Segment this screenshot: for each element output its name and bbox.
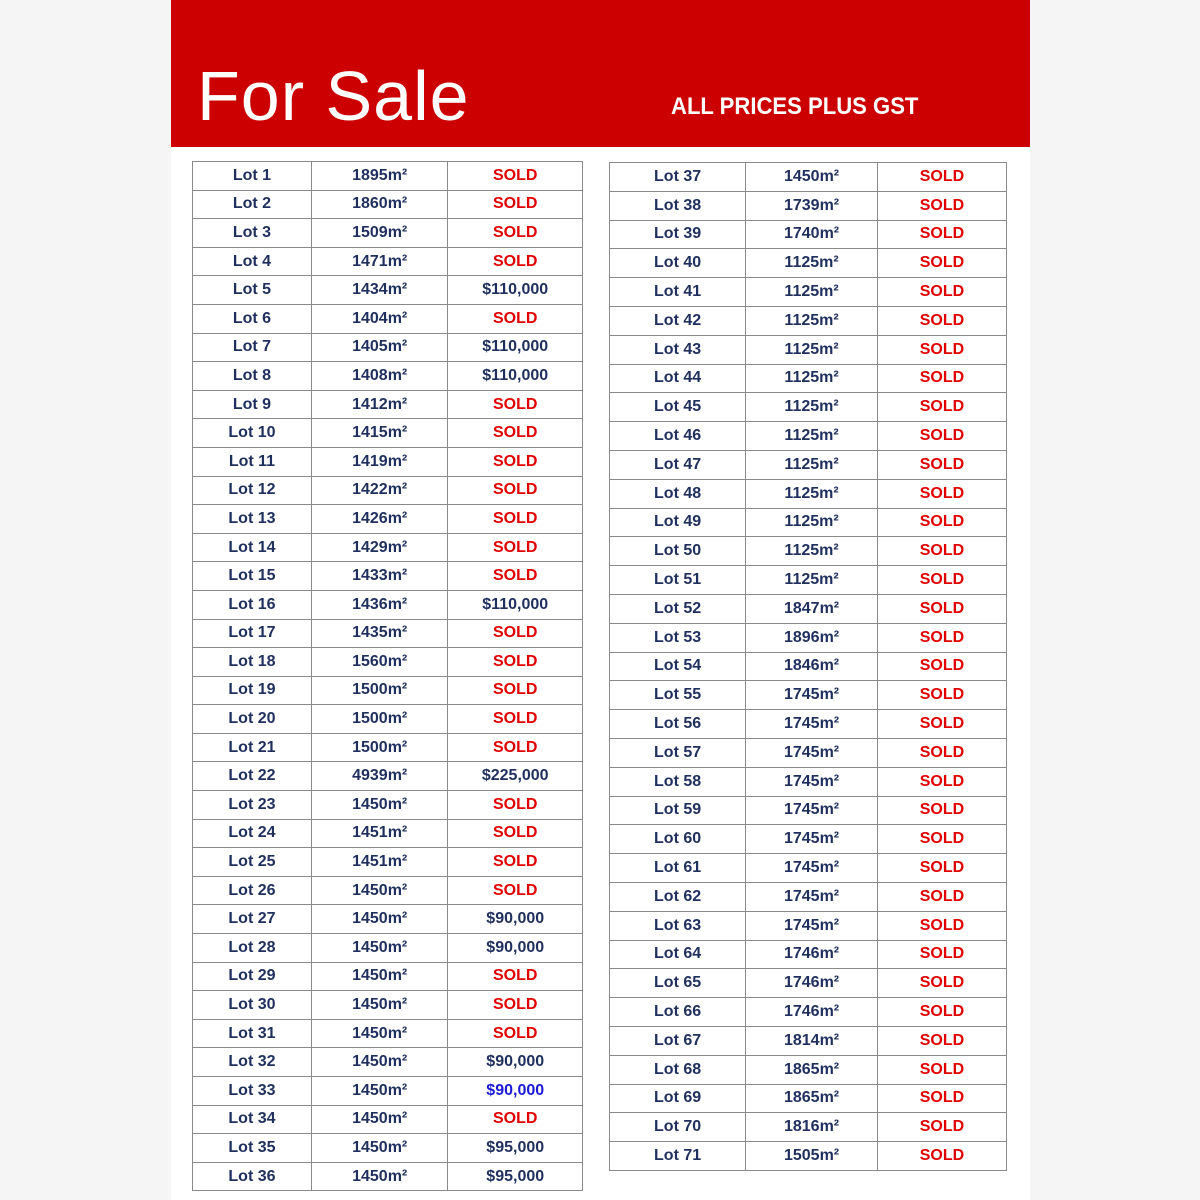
lot-price-cell: SOLD: [448, 1019, 583, 1048]
lot-number-cell: Lot 55: [610, 681, 746, 710]
lot-number-cell: Lot 3: [193, 219, 312, 248]
lot-row: [610, 1084, 1007, 1113]
lot-number-cell: Lot 36: [193, 1162, 312, 1191]
lot-price-cell: $225,000: [448, 762, 583, 791]
lot-row: [193, 247, 583, 276]
lot-price-cell: SOLD: [448, 705, 583, 734]
lot-price-cell: SOLD: [448, 219, 583, 248]
lot-number-cell: Lot 15: [193, 562, 312, 591]
lot-area-cell: 1125m²: [746, 364, 878, 393]
lot-number-cell: Lot 51: [610, 566, 746, 595]
lot-area-cell: 1125m²: [746, 393, 878, 422]
lot-price-cell: SOLD: [877, 681, 1006, 710]
lot-area-cell: 1125m²: [746, 278, 878, 307]
lot-row: [193, 419, 583, 448]
lot-row: [193, 1134, 583, 1163]
price-list-sheet: [171, 0, 1030, 1200]
lot-area-cell: 1745m²: [746, 882, 878, 911]
lot-row: [610, 623, 1007, 652]
lot-row: [193, 304, 583, 333]
lot-number-cell: Lot 6: [193, 304, 312, 333]
lot-area-cell: 1745m²: [746, 854, 878, 883]
lot-price-cell: $90,000: [448, 905, 583, 934]
lot-price-cell: SOLD: [448, 162, 583, 191]
lot-area-cell: 1450m²: [311, 876, 448, 905]
lot-number-cell: Lot 33: [193, 1077, 312, 1106]
lot-area-cell: 1125m²: [746, 450, 878, 479]
lot-row: [193, 276, 583, 305]
lot-area-cell: 1895m²: [311, 162, 448, 191]
lot-area-cell: 1422m²: [311, 476, 448, 505]
page-title: For Sale: [197, 57, 470, 135]
lot-number-cell: Lot 29: [193, 962, 312, 991]
lot-price-cell: $110,000: [448, 276, 583, 305]
lot-price-cell: SOLD: [877, 249, 1006, 278]
lot-area-cell: 1450m²: [311, 934, 448, 963]
lot-number-cell: Lot 30: [193, 991, 312, 1020]
lot-price-cell: SOLD: [877, 652, 1006, 681]
lot-price-cell: SOLD: [877, 220, 1006, 249]
lot-row: [610, 796, 1007, 825]
lot-area-cell: 1419m²: [311, 447, 448, 476]
lot-price-cell: SOLD: [448, 247, 583, 276]
lot-row: [610, 940, 1007, 969]
lot-number-cell: Lot 59: [610, 796, 746, 825]
lot-row: [193, 934, 583, 963]
lot-price-cell: SOLD: [877, 566, 1006, 595]
lot-price-cell: SOLD: [877, 1084, 1006, 1113]
lot-price-cell: SOLD: [877, 998, 1006, 1027]
lot-number-cell: Lot 20: [193, 705, 312, 734]
lot-price-cell: SOLD: [448, 619, 583, 648]
lot-row: [610, 681, 1007, 710]
lot-price-cell: $90,000: [448, 934, 583, 963]
lot-price-cell: SOLD: [448, 876, 583, 905]
lot-price-cell: SOLD: [448, 505, 583, 534]
lot-row: [193, 447, 583, 476]
lot-row: [193, 705, 583, 734]
lot-number-cell: Lot 1: [193, 162, 312, 191]
lot-row: [610, 1142, 1007, 1171]
lot-row: [610, 249, 1007, 278]
lot-area-cell: 1746m²: [746, 940, 878, 969]
lot-price-cell: SOLD: [877, 738, 1006, 767]
lot-row: [610, 710, 1007, 739]
lot-number-cell: Lot 58: [610, 767, 746, 796]
lot-row: [193, 619, 583, 648]
lot-number-cell: Lot 62: [610, 882, 746, 911]
lot-area-cell: 1745m²: [746, 738, 878, 767]
lot-area-cell: 1125m²: [746, 479, 878, 508]
lot-area-cell: 1450m²: [311, 905, 448, 934]
lot-price-cell: SOLD: [877, 393, 1006, 422]
lot-number-cell: Lot 9: [193, 390, 312, 419]
lot-number-cell: Lot 25: [193, 848, 312, 877]
lot-price-cell: $110,000: [448, 362, 583, 391]
lot-row: [610, 393, 1007, 422]
lot-number-cell: Lot 17: [193, 619, 312, 648]
lot-price-cell: SOLD: [448, 533, 583, 562]
lot-number-cell: Lot 16: [193, 590, 312, 619]
lot-row: [610, 1113, 1007, 1142]
lot-area-cell: 4939m²: [311, 762, 448, 791]
lot-number-cell: Lot 47: [610, 450, 746, 479]
lot-area-cell: 1745m²: [746, 767, 878, 796]
lot-row: [610, 220, 1007, 249]
lot-area-cell: 1125m²: [746, 335, 878, 364]
lot-row: [610, 422, 1007, 451]
lot-price-cell: SOLD: [877, 450, 1006, 479]
lot-area-cell: 1125m²: [746, 566, 878, 595]
lot-area-cell: 1434m²: [311, 276, 448, 305]
lot-area-cell: 1450m²: [311, 962, 448, 991]
lot-area-cell: 1745m²: [746, 681, 878, 710]
lot-number-cell: Lot 42: [610, 306, 746, 335]
lot-row: [193, 1105, 583, 1134]
lot-number-cell: Lot 23: [193, 791, 312, 820]
lot-area-cell: 1451m²: [311, 819, 448, 848]
lot-row: [193, 333, 583, 362]
lot-row: [610, 767, 1007, 796]
lot-price-cell: SOLD: [877, 969, 1006, 998]
header-banner: [171, 0, 1030, 147]
lots-table-left: [192, 161, 583, 1191]
lot-row: [193, 905, 583, 934]
lot-row: [193, 476, 583, 505]
lot-price-cell: SOLD: [877, 882, 1006, 911]
lot-area-cell: 1405m²: [311, 333, 448, 362]
lot-price-cell: SOLD: [877, 940, 1006, 969]
lot-price-cell: SOLD: [877, 854, 1006, 883]
lot-number-cell: Lot 8: [193, 362, 312, 391]
lot-row: [610, 1055, 1007, 1084]
lot-price-cell: SOLD: [877, 537, 1006, 566]
lot-price-cell: SOLD: [448, 390, 583, 419]
lot-area-cell: 1471m²: [311, 247, 448, 276]
lot-row: [610, 652, 1007, 681]
lot-number-cell: Lot 28: [193, 934, 312, 963]
lot-area-cell: 1745m²: [746, 825, 878, 854]
lot-number-cell: Lot 12: [193, 476, 312, 505]
lot-number-cell: Lot 21: [193, 733, 312, 762]
lot-number-cell: Lot 19: [193, 676, 312, 705]
lot-row: [610, 335, 1007, 364]
lot-area-cell: 1415m²: [311, 419, 448, 448]
lot-area-cell: 1745m²: [746, 710, 878, 739]
lot-row: [610, 998, 1007, 1027]
lot-number-cell: Lot 65: [610, 969, 746, 998]
lot-number-cell: Lot 45: [610, 393, 746, 422]
lot-price-cell: SOLD: [448, 562, 583, 591]
lot-price-cell: SOLD: [448, 819, 583, 848]
lot-price-cell: SOLD: [877, 911, 1006, 940]
lot-price-cell: $90,000: [448, 1048, 583, 1077]
lot-area-cell: 1433m²: [311, 562, 448, 591]
lot-area-cell: 1816m²: [746, 1113, 878, 1142]
lot-row: [193, 390, 583, 419]
lot-number-cell: Lot 66: [610, 998, 746, 1027]
lot-number-cell: Lot 48: [610, 479, 746, 508]
lot-area-cell: 1450m²: [311, 1077, 448, 1106]
lot-number-cell: Lot 37: [610, 163, 746, 192]
lot-row: [610, 882, 1007, 911]
lot-row: [193, 962, 583, 991]
lot-row: [193, 848, 583, 877]
lot-number-cell: Lot 61: [610, 854, 746, 883]
lot-price-cell: SOLD: [877, 594, 1006, 623]
lot-number-cell: Lot 53: [610, 623, 746, 652]
lot-number-cell: Lot 49: [610, 508, 746, 537]
lot-number-cell: Lot 38: [610, 191, 746, 220]
lot-row: [610, 969, 1007, 998]
lot-number-cell: Lot 70: [610, 1113, 746, 1142]
lot-area-cell: 1865m²: [746, 1084, 878, 1113]
lot-price-cell: SOLD: [448, 190, 583, 219]
lot-price-cell: $95,000: [448, 1134, 583, 1163]
lot-row: [193, 1162, 583, 1191]
lot-area-cell: 1450m²: [311, 1048, 448, 1077]
lot-area-cell: 1426m²: [311, 505, 448, 534]
lot-area-cell: 1814m²: [746, 1026, 878, 1055]
lot-row: [193, 562, 583, 591]
lot-price-cell: SOLD: [877, 1026, 1006, 1055]
lot-row: [193, 791, 583, 820]
lot-number-cell: Lot 11: [193, 447, 312, 476]
lot-row: [610, 537, 1007, 566]
lot-number-cell: Lot 68: [610, 1055, 746, 1084]
lot-area-cell: 1860m²: [311, 190, 448, 219]
lot-area-cell: 1846m²: [746, 652, 878, 681]
lot-area-cell: 1412m²: [311, 390, 448, 419]
lot-row: [610, 825, 1007, 854]
lot-area-cell: 1408m²: [311, 362, 448, 391]
lot-row: [193, 533, 583, 562]
lot-price-cell: SOLD: [877, 508, 1006, 537]
lot-number-cell: Lot 13: [193, 505, 312, 534]
lot-row: [193, 190, 583, 219]
lot-price-cell: SOLD: [877, 767, 1006, 796]
lot-area-cell: 1740m²: [746, 220, 878, 249]
lot-number-cell: Lot 63: [610, 911, 746, 940]
lot-row: [610, 364, 1007, 393]
lot-row: [193, 676, 583, 705]
lot-area-cell: 1505m²: [746, 1142, 878, 1171]
lot-number-cell: Lot 64: [610, 940, 746, 969]
lot-area-cell: 1125m²: [746, 249, 878, 278]
lot-price-cell: SOLD: [877, 163, 1006, 192]
lot-price-cell: SOLD: [877, 306, 1006, 335]
lot-price-cell: SOLD: [877, 825, 1006, 854]
lot-price-cell: SOLD: [877, 422, 1006, 451]
lot-number-cell: Lot 54: [610, 652, 746, 681]
lot-area-cell: 1450m²: [746, 163, 878, 192]
lot-number-cell: Lot 39: [610, 220, 746, 249]
lot-number-cell: Lot 31: [193, 1019, 312, 1048]
lot-number-cell: Lot 2: [193, 190, 312, 219]
lot-number-cell: Lot 35: [193, 1134, 312, 1163]
lot-area-cell: 1125m²: [746, 306, 878, 335]
lot-price-cell: SOLD: [448, 991, 583, 1020]
lot-row: [193, 762, 583, 791]
lot-number-cell: Lot 5: [193, 276, 312, 305]
lot-price-cell: SOLD: [877, 479, 1006, 508]
lot-price-cell: SOLD: [448, 476, 583, 505]
lot-row: [193, 590, 583, 619]
lot-area-cell: 1450m²: [311, 791, 448, 820]
lot-area-cell: 1865m²: [746, 1055, 878, 1084]
lot-price-cell: SOLD: [877, 623, 1006, 652]
lot-price-cell: SOLD: [877, 710, 1006, 739]
lot-number-cell: Lot 24: [193, 819, 312, 848]
lot-number-cell: Lot 71: [610, 1142, 746, 1171]
lot-number-cell: Lot 60: [610, 825, 746, 854]
lot-area-cell: 1450m²: [311, 1162, 448, 1191]
lot-number-cell: Lot 57: [610, 738, 746, 767]
lot-number-cell: Lot 44: [610, 364, 746, 393]
lot-row: [610, 508, 1007, 537]
lot-price-cell: SOLD: [448, 791, 583, 820]
lot-area-cell: 1435m²: [311, 619, 448, 648]
lot-row: [610, 306, 1007, 335]
lot-number-cell: Lot 7: [193, 333, 312, 362]
lot-price-cell: SOLD: [877, 1113, 1006, 1142]
lot-price-cell: SOLD: [877, 1142, 1006, 1171]
lot-area-cell: 1896m²: [746, 623, 878, 652]
lot-price-cell: SOLD: [448, 676, 583, 705]
lot-row: [610, 1026, 1007, 1055]
lot-area-cell: 1436m²: [311, 590, 448, 619]
lots-table-right: [609, 162, 1007, 1171]
lot-number-cell: Lot 40: [610, 249, 746, 278]
lot-area-cell: 1847m²: [746, 594, 878, 623]
gst-note: ALL PRICES PLUS GST: [671, 93, 919, 120]
lot-number-cell: Lot 27: [193, 905, 312, 934]
lot-number-cell: Lot 10: [193, 419, 312, 448]
lot-price-cell: SOLD: [448, 848, 583, 877]
lot-price-cell: SOLD: [877, 1055, 1006, 1084]
lot-row: [610, 566, 1007, 595]
lot-row: [193, 733, 583, 762]
lot-price-cell: $95,000: [448, 1162, 583, 1191]
lot-price-cell: SOLD: [877, 364, 1006, 393]
lot-price-cell: SOLD: [877, 796, 1006, 825]
lot-row: [193, 162, 583, 191]
lot-number-cell: Lot 18: [193, 648, 312, 677]
lot-number-cell: Lot 50: [610, 537, 746, 566]
lot-row: [193, 505, 583, 534]
lot-area-cell: 1745m²: [746, 911, 878, 940]
lot-row: [610, 163, 1007, 192]
lot-area-cell: 1125m²: [746, 422, 878, 451]
lot-number-cell: Lot 41: [610, 278, 746, 307]
lot-number-cell: Lot 14: [193, 533, 312, 562]
lot-number-cell: Lot 46: [610, 422, 746, 451]
lot-area-cell: 1125m²: [746, 508, 878, 537]
lot-area-cell: 1125m²: [746, 537, 878, 566]
lot-area-cell: 1500m²: [311, 705, 448, 734]
lot-area-cell: 1450m²: [311, 1134, 448, 1163]
lot-area-cell: 1450m²: [311, 1019, 448, 1048]
lot-row: [193, 1019, 583, 1048]
lot-row: [610, 450, 1007, 479]
lot-price-cell: SOLD: [877, 335, 1006, 364]
lot-price-cell: $110,000: [448, 333, 583, 362]
lot-row: [193, 1077, 583, 1106]
lot-price-cell: SOLD: [448, 962, 583, 991]
lot-number-cell: Lot 43: [610, 335, 746, 364]
lot-number-cell: Lot 32: [193, 1048, 312, 1077]
lot-price-cell: SOLD: [448, 419, 583, 448]
lot-row: [193, 876, 583, 905]
lot-number-cell: Lot 26: [193, 876, 312, 905]
lot-price-cell: $90,000: [448, 1077, 583, 1106]
lot-area-cell: 1500m²: [311, 733, 448, 762]
lot-row: [610, 191, 1007, 220]
lot-row: [193, 362, 583, 391]
lot-row: [193, 1048, 583, 1077]
lot-number-cell: Lot 34: [193, 1105, 312, 1134]
lot-number-cell: Lot 22: [193, 762, 312, 791]
lot-area-cell: 1450m²: [311, 1105, 448, 1134]
lot-area-cell: 1739m²: [746, 191, 878, 220]
lot-price-cell: SOLD: [448, 648, 583, 677]
lot-row: [610, 278, 1007, 307]
lot-number-cell: Lot 56: [610, 710, 746, 739]
lot-number-cell: Lot 67: [610, 1026, 746, 1055]
lot-row: [610, 479, 1007, 508]
lot-number-cell: Lot 4: [193, 247, 312, 276]
lot-price-cell: SOLD: [448, 1105, 583, 1134]
lot-row: [610, 738, 1007, 767]
lot-row: [193, 991, 583, 1020]
lot-area-cell: 1746m²: [746, 998, 878, 1027]
lot-price-cell: SOLD: [448, 733, 583, 762]
lot-area-cell: 1450m²: [311, 991, 448, 1020]
lot-price-cell: $110,000: [448, 590, 583, 619]
lot-price-cell: SOLD: [877, 191, 1006, 220]
lot-row: [610, 911, 1007, 940]
lot-area-cell: 1429m²: [311, 533, 448, 562]
lot-price-cell: SOLD: [877, 278, 1006, 307]
lot-area-cell: 1509m²: [311, 219, 448, 248]
lot-price-cell: SOLD: [448, 447, 583, 476]
lot-number-cell: Lot 69: [610, 1084, 746, 1113]
lot-price-cell: SOLD: [448, 304, 583, 333]
lot-row: [193, 819, 583, 848]
lot-area-cell: 1560m²: [311, 648, 448, 677]
lot-row: [610, 594, 1007, 623]
lot-area-cell: 1404m²: [311, 304, 448, 333]
lot-area-cell: 1451m²: [311, 848, 448, 877]
lot-row: [610, 854, 1007, 883]
lot-number-cell: Lot 52: [610, 594, 746, 623]
lot-area-cell: 1500m²: [311, 676, 448, 705]
lot-row: [193, 648, 583, 677]
lot-row: [193, 219, 583, 248]
lot-area-cell: 1746m²: [746, 969, 878, 998]
lot-area-cell: 1745m²: [746, 796, 878, 825]
